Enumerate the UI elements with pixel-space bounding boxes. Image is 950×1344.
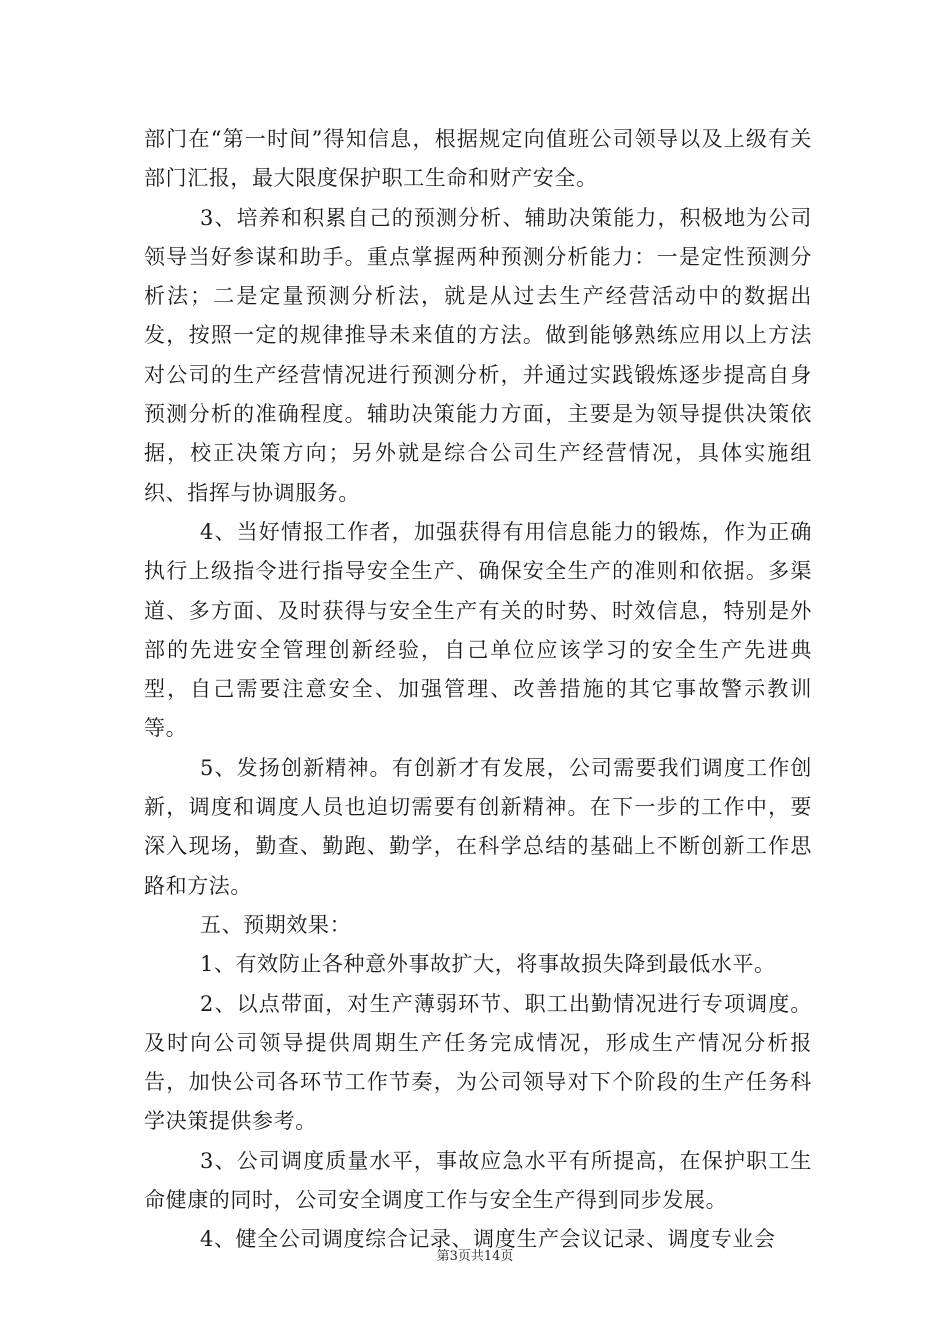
paragraph-3: 4、当好情报工作者，加强获得有用信息能力的锻炼，作为正确执行上级指令进行指导安全生产、确保安全生产的准则和依据。多渠道、多方面、及时获得与安全生产有关的时势、时效信息，特别是外部的先进安全管理创新经验，自己单位应该学习的安全生产先进典型，自己需要注意安全、加强管理、改善措施的其它事故警示教训等。 — [144, 519, 812, 741]
footer-current-page: 3 — [449, 1249, 458, 1264]
paragraph-9: 4、健全公司调度综合记录、调度生产会议记录、调度专业会 — [200, 1227, 776, 1252]
footer-total-pages: 14 — [483, 1249, 501, 1264]
paragraph-4: 5、发扬创新精神。有创新才有发展，公司需要我们调度工作创新，调度和调度人员也迫切需要有创新精神。在下一步的工作中，要深入现场，勤查、勤跑、勤学，在科学总结的基础上不断创新工作思路和方法。 — [144, 755, 812, 898]
document-body — [144, 120, 812, 1260]
footer-suffix: 页 — [500, 1249, 514, 1264]
page-footer — [0, 1248, 950, 1266]
paragraph-1: 部门在“第一时间”得知信息，根据规定向值班公司领导以及上级有关部门汇报，最大限度保护职工生命和财产安全。 — [144, 127, 812, 191]
footer-middle: 页共 — [457, 1249, 484, 1264]
section-heading-expected-results: 五、预期效果： — [200, 912, 352, 937]
paragraph-6: 1、有效防止各种意外事故扩大，将事故损失降到最低水平。 — [200, 952, 776, 977]
paragraph-8: 3、公司调度质量水平，事故应急水平有所提高，在保护职工生命健康的同时，公司安全调度工作与安全生产得到同步发展。 — [144, 1148, 812, 1213]
paragraph-7: 2、以点带面，对生产薄弱环节、职工出勤情况进行专项调度。及时向公司领导提供周期生产任务完成情况，形成生产情况分析报告，加快公司各环节工作节奏，为公司领导对下个阶段的生产任务科学决策提供参考。 — [144, 991, 812, 1134]
paragraph-2: 3、培养和积累自己的预测分析、辅助决策能力，积极地为公司领导当好参谋和助手。重点掌握两种预测分析能力：一是定性预测分析法；二是定量预测分析法，就是从过去生产经营活动中的数据出发，按照一定的规律推导未来值的方法。做到能够熟练应用以上方法对公司的生产经营情况进行预测分析，并通过实践锻炼逐步提高自身预测分析的准确程度。辅助决策能力方面，主要是为领导提供决策依据，校正决策方向；另外就是综合公司生产经营情况，具体实施组织、指挥与协调服务。 — [144, 205, 812, 505]
footer-prefix: 第 — [436, 1249, 450, 1264]
